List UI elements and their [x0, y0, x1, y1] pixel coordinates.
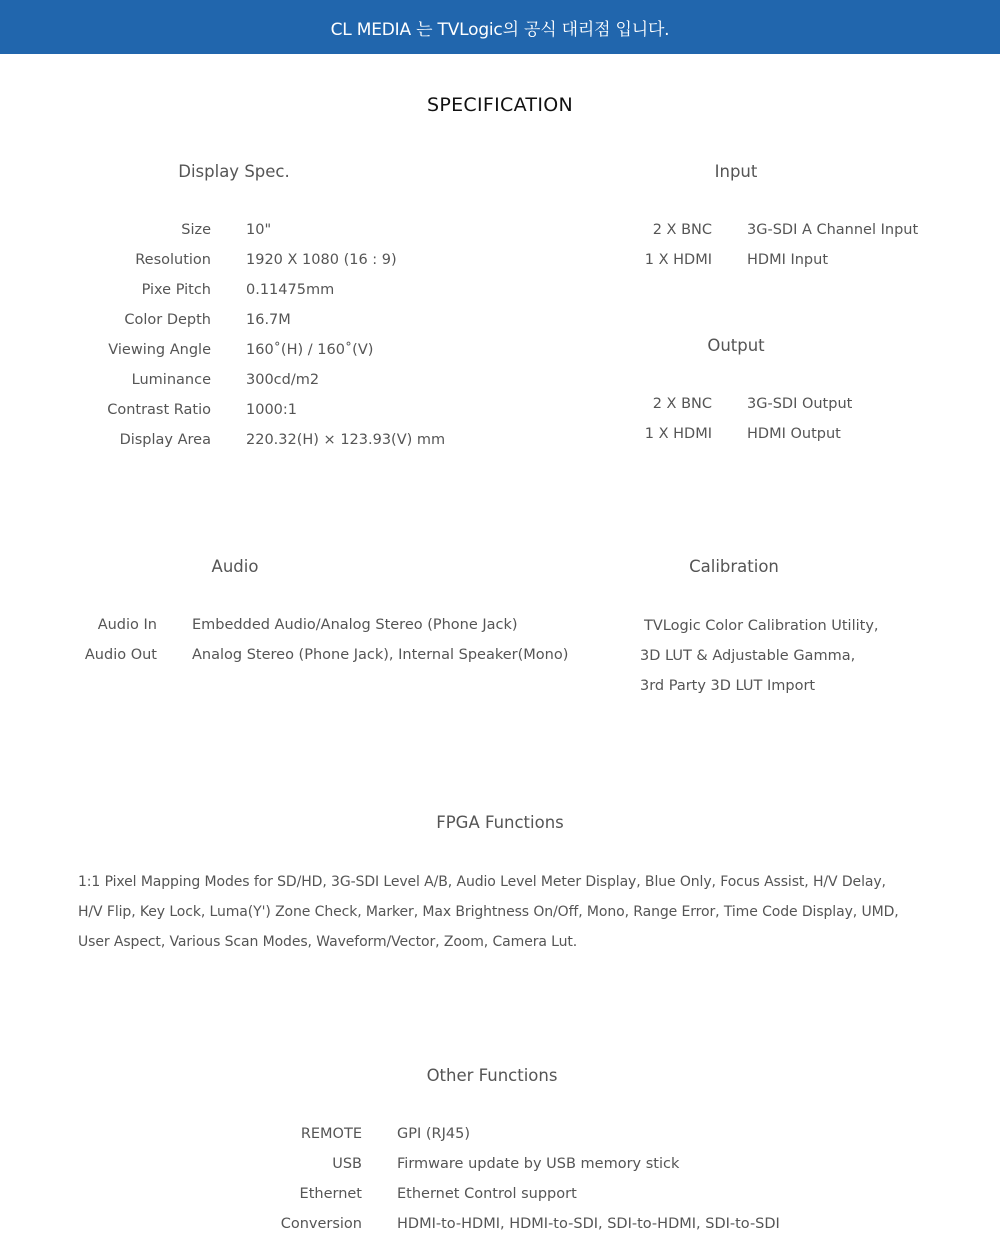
spec-row — [0, 342, 500, 372]
input-value: 3G-SDI A Channel Input — [747, 222, 919, 238]
spec-value: 16.7M — [246, 312, 291, 328]
display-spec-title: Display Spec. — [178, 162, 290, 181]
other-label: USB — [332, 1156, 362, 1172]
output-value: 3G-SDI Output — [747, 396, 853, 412]
audio-title: Audio — [211, 557, 259, 576]
other-value: Ethernet Control support — [397, 1186, 577, 1202]
fpga-line: 1:1 Pixel Mapping Modes for SD/HD, 3G-SDI Level A/B, Audio Level Meter Display, Blue Only, Focus Assist, H/V Delay, — [78, 874, 886, 890]
input-title: Input — [714, 162, 758, 181]
input-label: 2 X BNC — [652, 222, 712, 238]
other-row — [0, 1126, 1000, 1156]
spec-label: Resolution — [135, 252, 211, 268]
other-label: REMOTE — [300, 1126, 362, 1142]
audio-value: Embedded Audio/Analog Stereo (Phone Jack) — [192, 617, 518, 633]
other-row — [0, 1156, 1000, 1186]
spec-row — [0, 312, 500, 342]
calibration-line: 3D LUT & Adjustable Gamma, — [640, 648, 856, 664]
banner-text: CL MEDIA 는 TVLogic의 공식 대리점 입니다. — [330, 19, 670, 40]
input-row — [500, 222, 1000, 252]
spec-row — [0, 282, 500, 312]
audio-label: Audio Out — [84, 647, 157, 663]
audio-label: Audio In — [97, 617, 157, 633]
calibration-text — [640, 611, 980, 701]
output-value: HDMI Output — [747, 426, 841, 442]
audio-row — [0, 617, 600, 647]
dealer-banner — [0, 0, 1000, 54]
audio-value: Analog Stereo (Phone Jack), Internal Speaker(Mono) — [192, 647, 569, 663]
spec-row — [0, 402, 500, 432]
output-row — [500, 426, 1000, 456]
other-functions-title: Other Functions — [426, 1066, 558, 1085]
spec-label: Contrast Ratio — [107, 402, 211, 418]
fpga-title: FPGA Functions — [436, 813, 564, 832]
spec-row — [0, 372, 500, 402]
fpga-line: User Aspect, Various Scan Modes, Waveform/Vector, Zoom, Camera Lut. — [78, 934, 578, 950]
audio-row — [0, 647, 600, 677]
output-row — [500, 396, 1000, 426]
input-row — [500, 252, 1000, 282]
spec-value: 1920 X 1080 (16 : 9) — [246, 252, 397, 268]
spec-label: Size — [181, 222, 211, 238]
fpga-line: H/V Flip, Key Lock, Luma(Y') Zone Check, Marker, Max Brightness On/Off, Mono, Range Error, Time Code Display, UMD, — [78, 904, 899, 920]
spec-value: 10" — [246, 222, 272, 238]
other-value: Firmware update by USB memory stick — [397, 1156, 680, 1172]
page-title: SPECIFICATION — [427, 94, 573, 116]
spec-row — [0, 432, 500, 462]
other-row — [0, 1186, 1000, 1216]
calibration-title: Calibration — [689, 557, 779, 576]
spec-value: 160˚(H) / 160˚(V) — [246, 342, 374, 358]
spec-label: Pixe Pitch — [141, 282, 211, 298]
spec-row — [0, 222, 500, 252]
spec-row — [0, 252, 500, 282]
output-title: Output — [707, 336, 765, 355]
calibration-line: TVLogic Color Calibration Utility, — [644, 618, 879, 634]
other-value: HDMI-to-HDMI, HDMI-to-SDI, SDI-to-HDMI, SDI-to-SDI — [397, 1216, 780, 1232]
other-row — [0, 1216, 1000, 1246]
output-label: 1 X HDMI — [644, 426, 712, 442]
spec-label: Luminance — [131, 372, 211, 388]
spec-value: 300cd/m2 — [246, 372, 320, 388]
spec-value: 0.11475mm — [246, 282, 335, 298]
spec-label: Display Area — [119, 432, 211, 448]
other-label: Ethernet — [299, 1186, 362, 1202]
other-value: GPI (RJ45) — [397, 1126, 470, 1142]
spec-value: 220.32(H) × 123.93(V) mm — [246, 432, 446, 448]
calibration-line: 3rd Party 3D LUT Import — [640, 678, 816, 694]
fpga-text — [78, 867, 978, 957]
input-value: HDMI Input — [747, 252, 829, 268]
input-label: 1 X HDMI — [644, 252, 712, 268]
spec-label: Viewing Angle — [108, 342, 211, 358]
spec-label: Color Depth — [124, 312, 211, 328]
other-label: Conversion — [280, 1216, 362, 1232]
spec-value: 1000:1 — [246, 402, 298, 418]
output-label: 2 X BNC — [652, 396, 712, 412]
